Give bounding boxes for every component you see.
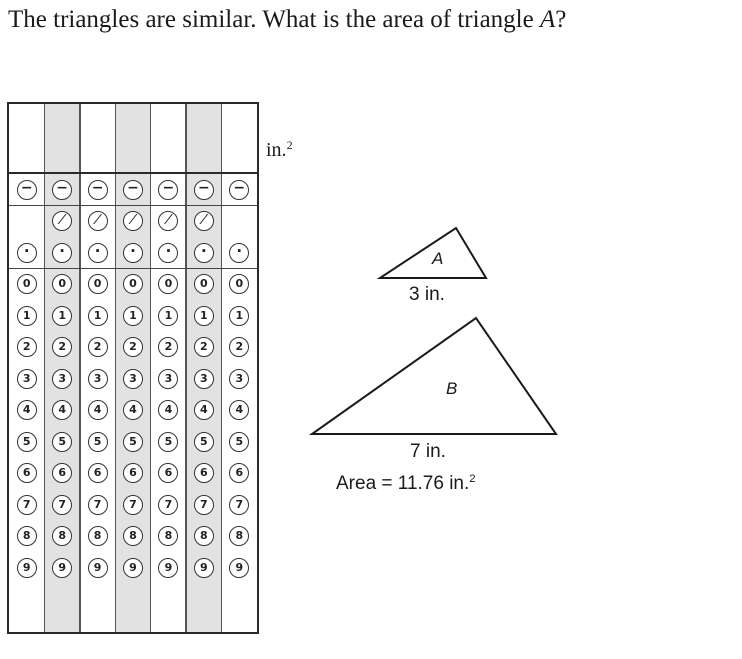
grid-column-divider	[79, 104, 81, 632]
triangle-a-base-label: 3 in.	[409, 284, 445, 305]
grid-digit-bubble[interactable]: 1	[88, 306, 108, 326]
grid-digit-bubble[interactable]: 8	[158, 526, 178, 546]
grid-answer-box[interactable]	[222, 104, 257, 172]
grid-digit-bubble[interactable]: 0	[158, 274, 178, 294]
grid-digit-bubble[interactable]: 2	[194, 337, 214, 357]
grid-digit-bubble[interactable]: 1	[17, 306, 37, 326]
grid-fraction-bubble[interactable]: ⁄	[88, 211, 108, 231]
grid-digit-bubble[interactable]: 7	[229, 495, 249, 515]
grid-digit-bubble[interactable]: 0	[52, 274, 72, 294]
grid-digit-bubble[interactable]: 8	[194, 526, 214, 546]
answer-unit-label	[266, 138, 293, 162]
grid-digit-bubble[interactable]: 1	[194, 306, 214, 326]
grid-digit-bubble[interactable]: 9	[52, 558, 72, 578]
grid-digit-bubble[interactable]: 5	[123, 432, 143, 452]
grid-digit-bubble[interactable]: 1	[52, 306, 72, 326]
grid-fraction-bubble[interactable]: ⁄	[158, 211, 178, 231]
grid-column-divider	[185, 104, 187, 632]
grid-digit-bubble[interactable]: 2	[158, 337, 178, 357]
grid-digit-bubble[interactable]: 9	[123, 558, 143, 578]
grid-digit-bubble[interactable]: 8	[52, 526, 72, 546]
grid-digit-bubble[interactable]: 7	[123, 495, 143, 515]
grid-digit-bubble[interactable]: 8	[123, 526, 143, 546]
grid-decimal-bubble[interactable]: ·	[123, 243, 143, 263]
grid-digit-bubble[interactable]: 6	[17, 463, 37, 483]
grid-digit-bubble[interactable]: 6	[229, 463, 249, 483]
grid-digit-bubble[interactable]: 3	[17, 369, 37, 389]
grid-digit-bubble[interactable]: 3	[194, 369, 214, 389]
grid-answer-box[interactable]	[80, 104, 115, 172]
grid-digit-bubble[interactable]: 9	[17, 558, 37, 578]
grid-digit-bubble[interactable]: 2	[123, 337, 143, 357]
grid-answer-box[interactable]	[44, 104, 79, 172]
grid-decimal-bubble[interactable]: ·	[88, 243, 108, 263]
grid-digit-bubble[interactable]: 8	[88, 526, 108, 546]
grid-digit-bubble[interactable]: 6	[88, 463, 108, 483]
grid-digit-bubble[interactable]: 0	[229, 274, 249, 294]
grid-digit-bubble[interactable]: 4	[123, 400, 143, 420]
grid-digit-bubble[interactable]: 0	[88, 274, 108, 294]
grid-fraction-bubble[interactable]: ⁄	[52, 211, 72, 231]
grid-answer-box[interactable]	[115, 104, 150, 172]
grid-column-divider	[221, 104, 223, 632]
triangle-b-shape	[312, 318, 556, 434]
grid-digit-bubble[interactable]: 2	[52, 337, 72, 357]
grid-digit-bubble[interactable]: 5	[88, 432, 108, 452]
grid-digit-bubble[interactable]: 7	[158, 495, 178, 515]
grid-digit-bubble[interactable]: 6	[158, 463, 178, 483]
grid-decimal-bubble[interactable]: ·	[158, 243, 178, 263]
grid-answer-box-divider	[9, 172, 257, 174]
question-variable: A	[539, 6, 556, 33]
grid-digit-bubble[interactable]: 4	[88, 400, 108, 420]
grid-digit-bubble[interactable]: 7	[52, 495, 72, 515]
triangle-b-area-text: Area = 11.76 in.	[336, 473, 470, 494]
grid-digit-bubble[interactable]: 0	[123, 274, 143, 294]
triangle-b-base-label: 7 in.	[410, 441, 446, 462]
grid-answer-box[interactable]	[151, 104, 186, 172]
grid-digit-bubble[interactable]: 3	[158, 369, 178, 389]
grid-answer-box[interactable]	[9, 104, 44, 172]
grid-row-divider	[9, 268, 257, 270]
grid-digit-bubble[interactable]: 3	[123, 369, 143, 389]
grid-sign-bubble[interactable]: −	[229, 180, 249, 200]
grid-sign-bubble[interactable]: −	[123, 180, 143, 200]
grid-digit-bubble[interactable]: 0	[194, 274, 214, 294]
triangle-b-area-label	[336, 473, 476, 495]
grid-digit-bubble[interactable]: 7	[17, 495, 37, 515]
grid-row-divider	[9, 205, 257, 207]
answer-grid	[7, 102, 259, 634]
grid-digit-bubble[interactable]: 4	[229, 400, 249, 420]
grid-column-divider	[115, 104, 117, 632]
grid-column-divider	[44, 104, 46, 632]
grid-answer-box[interactable]	[186, 104, 221, 172]
grid-digit-bubble[interactable]: 0	[17, 274, 37, 294]
grid-digit-bubble[interactable]: 8	[229, 526, 249, 546]
grid-digit-bubble[interactable]: 4	[158, 400, 178, 420]
grid-decimal-bubble[interactable]: ·	[194, 243, 214, 263]
grid-digit-bubble[interactable]: 7	[194, 495, 214, 515]
grid-digit-bubble[interactable]: 6	[52, 463, 72, 483]
grid-sign-bubble[interactable]: −	[17, 180, 37, 200]
grid-digit-bubble[interactable]: 1	[158, 306, 178, 326]
grid-fraction-bubble[interactable]: ⁄	[123, 211, 143, 231]
grid-digit-bubble[interactable]: 7	[88, 495, 108, 515]
grid-digit-bubble[interactable]: 5	[52, 432, 72, 452]
grid-digit-bubble[interactable]: 1	[229, 306, 249, 326]
grid-column-divider	[150, 104, 152, 632]
grid-decimal-bubble[interactable]: ·	[229, 243, 249, 263]
grid-digit-bubble[interactable]: 6	[194, 463, 214, 483]
question-text-before: The triangles are similar. What is the area of triangle	[8, 6, 540, 33]
grid-digit-bubble[interactable]: 5	[158, 432, 178, 452]
grid-digit-bubble[interactable]: 9	[158, 558, 178, 578]
question-text-after: ?	[555, 6, 567, 33]
grid-digit-bubble[interactable]: 8	[17, 526, 37, 546]
grid-decimal-bubble[interactable]: ·	[17, 243, 37, 263]
answer-unit-exponent: 2	[286, 137, 293, 152]
question-text	[8, 4, 568, 35]
answer-unit-text: in.	[266, 139, 287, 161]
grid-sign-bubble[interactable]: −	[158, 180, 178, 200]
grid-digit-bubble[interactable]: 4	[52, 400, 72, 420]
grid-digit-bubble[interactable]: 4	[17, 400, 37, 420]
grid-digit-bubble[interactable]: 9	[194, 558, 214, 578]
grid-decimal-bubble[interactable]: ·	[52, 243, 72, 263]
grid-digit-bubble[interactable]: 3	[88, 369, 108, 389]
grid-digit-bubble[interactable]: 2	[229, 337, 249, 357]
triangle-b-name: B	[446, 379, 458, 398]
grid-digit-bubble[interactable]: 2	[17, 337, 37, 357]
grid-fraction-bubble[interactable]: ⁄	[194, 211, 214, 231]
grid-digit-bubble[interactable]: 5	[194, 432, 214, 452]
triangle-b-area-exponent: 2	[469, 473, 476, 486]
triangle-a-name: A	[432, 249, 444, 268]
grid-sign-bubble[interactable]: −	[52, 180, 72, 200]
grid-digit-bubble[interactable]: 5	[17, 432, 37, 452]
grid-digit-bubble[interactable]: 2	[88, 337, 108, 357]
grid-digit-bubble[interactable]: 5	[229, 432, 249, 452]
grid-digit-bubble[interactable]: 9	[88, 558, 108, 578]
grid-digit-bubble[interactable]: 9	[229, 558, 249, 578]
grid-sign-bubble[interactable]: −	[194, 180, 214, 200]
grid-digit-bubble[interactable]: 4	[194, 400, 214, 420]
grid-digit-bubble[interactable]: 3	[229, 369, 249, 389]
grid-digit-bubble[interactable]: 3	[52, 369, 72, 389]
grid-digit-bubble[interactable]: 1	[123, 306, 143, 326]
grid-sign-bubble[interactable]: −	[88, 180, 108, 200]
grid-digit-bubble[interactable]: 6	[123, 463, 143, 483]
